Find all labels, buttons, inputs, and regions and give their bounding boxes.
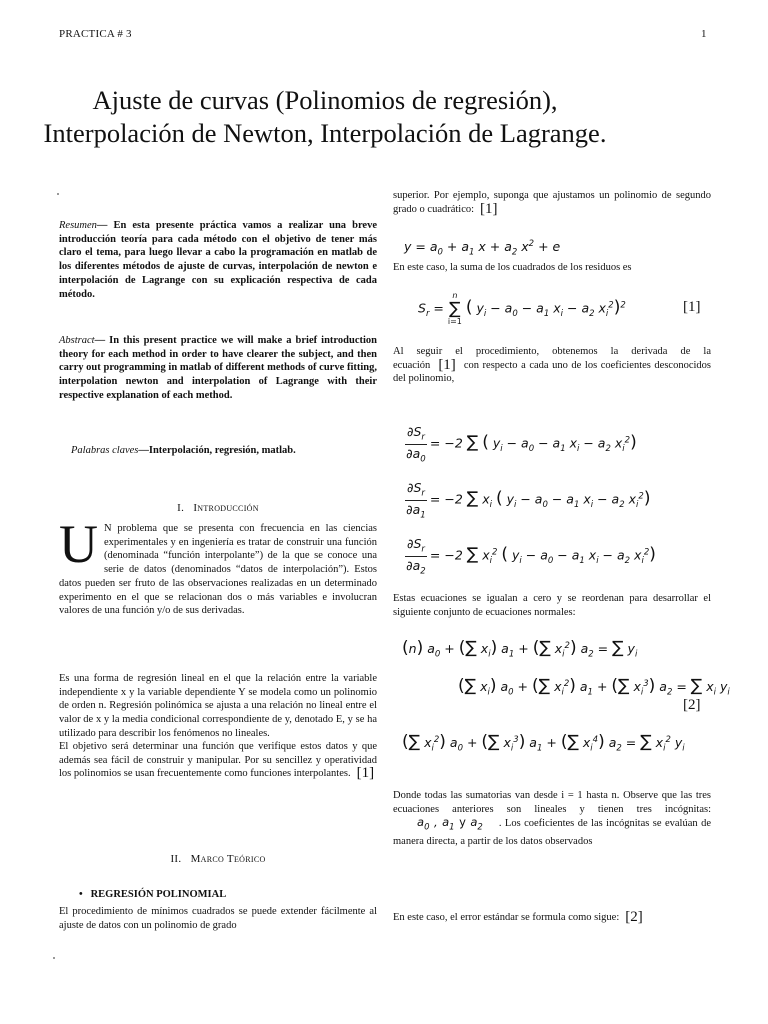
inline-equation-unknowns: $a_0$ , $a_1$ y $a_2$: [417, 815, 483, 833]
bullet-icon: •: [79, 889, 83, 900]
margin-mark: [57, 193, 59, 195]
paper-title: Ajuste de curvas (Polinomios de regresión), Interpolación de Newton, Interpolación de Lagrange.: [43, 85, 607, 148]
right-paragraph-3: Al seguir el procedimiento, obtenemos la derivada de la ecuación [1] con respecto a cada uno de los coeficientes desconocidos del polinomio,: [393, 346, 711, 385]
intro-paragraph-1: U N problema que se presenta con frecuencia en las ciencias experimentales y en ingeniería es tratar de construir una función (denominada “función interpolante”) de la que se conoce una serie de datos (denominados “datos de interpolación”). Estos datos pueden ser fruto de las observaciones realizadas en un determinado experimento en el que se relacionan dos o más variables e involucran valores de una función y/o de sus derivadas.: [59, 514, 377, 617]
equation-derivative-a0: $\frac{\partial S_r}{\partial a_0}$ = −2 ∑ ( $y_i - a_0 - a_1$ $x_i - a_2$ $x_i^2$): [406, 424, 637, 464]
running-header: PRACTICA # 3: [59, 28, 132, 40]
equation-number: [2]: [683, 697, 701, 713]
equation-derivative-a2: $\frac{\partial S_r}{\partial a_2}$ = −2 ∑ $x_i^2$ ( $y_i - a_0 - a_1$ $x_i - a_2$ $x_i^2$): [406, 536, 656, 576]
section-2-numeral: II.: [170, 853, 182, 865]
intro-paragraph-3: El objetivo será determinar una función que verifique estos datos y que además sea fácil de construir y manipular. Por su sencillez y operatividad los polinomios se usan frecuentemente como funciones interpolantes. [1]: [59, 741, 377, 782]
right-paragraph-6: En este caso, el error estándar se formula como sigue: [2]: [393, 909, 643, 925]
margin-mark: [53, 957, 55, 959]
normal-equation-1: (n) $a_0$ + (∑ $x_i$) $a_1$ + (∑ $x_i^2$) $a_2$ = ∑ $y_i$: [402, 638, 638, 660]
right-paragraph-2: En este caso, la suma de los cuadrados de los residuos es: [393, 262, 632, 273]
equation-number: [1]: [683, 299, 701, 315]
equation-quadratic: $y = a_0 + a_1$ $x + a_2$ $x^2 + e$: [404, 239, 561, 258]
abstract-label: Abstract: [59, 335, 95, 346]
citation: [1]: [356, 765, 375, 782]
intro-paragraph-2: Es una forma de regresión lineal en el que la relación entre la variable independiente x y la variable dependiente Y se modela como un polinomio de orden n. Regresión polinómica se ajusta a una relación no lineal entre el valor de x y la media condicional correspondiente de y, denotado E, y se ha utilizado para describir los fenómenos no lineales.: [59, 673, 377, 739]
abstract-text: — In this present practice we will make a brief introduction theory for each method in order to have clearer the subject, and then carry out programming in matlab of different methods of curve fitting, interpolation newton and interpolation of Lagrange with their respective explanation of each method.: [59, 335, 377, 401]
section-1-numeral: I.: [177, 502, 185, 514]
citation: [1]: [438, 356, 456, 373]
keywords-block: [59, 444, 377, 458]
right-paragraph-5: Donde todas las sumatorias van desde i = 1 hasta n. Observe que las tres ecuaciones anteriores son lineales y tienen tres incógnitas: $a_0$ , $a_1$ y $a_2$ . Los coeficientes de las incógnitas se evalúan de manera directa, a partir de los datos observados: [393, 790, 711, 848]
right-paragraph-1: superior. Por ejemplo, suponga que ajustamos un polinomio de segundo grado o cuadrático: [1]: [393, 190, 711, 217]
section-1-title: Introducción: [193, 502, 259, 514]
keywords-label: Palabras claves: [71, 445, 139, 456]
resumen-text: — En esta presente práctica vamos a realizar una breve introducción teoría para cada método con el objetivo de tener más claro el tema, para luego llevar a cabo la programación en matlab de los diferentes métodos de ajuste de curvas, interpolación de newton e interpolación de Lagrange con su explicación respectiva de cada método.: [59, 220, 377, 300]
citation: [1]: [480, 200, 498, 217]
equation-derivative-a1: $\frac{\partial S_r}{\partial a_1}$ = −2 ∑ $x_i$ ( $y_i - a_0 - a_1$ $x_i - a_2$ $x_i^2$): [406, 480, 651, 520]
bullet-regresion-polinomial: • REGRESIÓN POLINOMIAL: [79, 889, 227, 900]
normal-equation-3: (∑ $x_i^2$) $a_0$ + (∑ $x_i^3$) $a_1$ + (∑ $x_i^4$) $a_2$ = ∑ $x_i^2$ $y_i$: [402, 732, 685, 754]
abstract-block: [59, 334, 377, 403]
page-number: 1: [701, 28, 707, 40]
section-2-title: Marco Teórico: [190, 853, 266, 865]
dropcap-letter: U: [59, 514, 98, 574]
marco-paragraph-1: El procedimiento de mínimos cuadrados se puede extender fácilmente al ajuste de datos con un polinomio de grado: [59, 906, 377, 931]
right-paragraph-4: Estas ecuaciones se igualan a cero y se reordenan para desarrollar el siguiente conjunto de ecuaciones normales:: [393, 593, 711, 618]
resumen-label: Resumen: [59, 220, 97, 231]
equation-sum-squares: $S_r$ = n ∑ i=1 ( $y_i - a_0 - a_1$ $x_i - a_2$ $x_i^2)^2$: [418, 291, 626, 326]
section-1-heading: [59, 502, 377, 514]
keywords-text: —Interpolación, regresión, matlab.: [138, 445, 296, 456]
resumen-block: [59, 219, 377, 301]
normal-equation-2: (∑ $x_i$) $a_0$ + (∑ $x_i^2$) $a_1$ + (∑ $x_i^3$) $a_2$ = ∑ $x_i$ $y_i$: [458, 676, 730, 698]
citation: [2]: [625, 909, 643, 925]
section-2-heading: [59, 853, 377, 865]
